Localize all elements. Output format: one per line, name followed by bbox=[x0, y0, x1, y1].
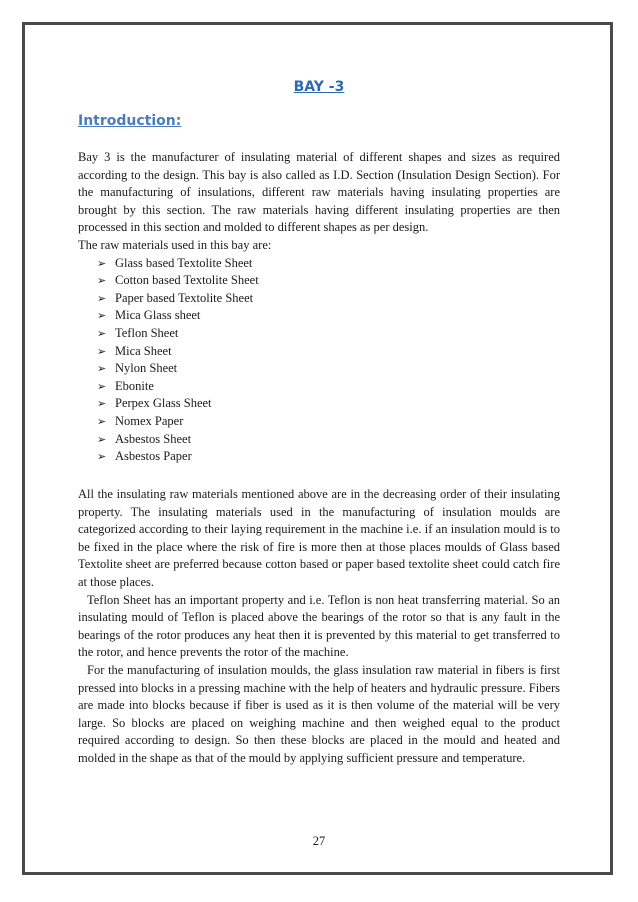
list-item: ➢ Teflon Sheet bbox=[97, 325, 560, 343]
page-title: BAY -3 bbox=[293, 79, 345, 95]
arrow-bullet-icon: ➢ bbox=[97, 274, 107, 288]
list-item: ➢ Asbestos Paper bbox=[97, 448, 560, 466]
materials-list bbox=[78, 255, 560, 466]
paragraph-teflon: Teflon Sheet has an important property and i.e. Teflon is non heat transferring material. So an insulating mould of Teflon is placed above the bearings of the rotor so that is any fault in the bearings of the rotor produces any heat then it is prevented by this material to get transferred to the rotor, and hence prevents the rotor of the machine. bbox=[78, 592, 560, 660]
list-item: ➢ Nylon Sheet bbox=[97, 360, 560, 378]
paragraph-insulating-order: All the insulating raw materials mentioned above are in the decreasing order of their insulating property. The insulating materials used in the manufacturing of insulation moulds are categorized according to their laying requirement in the machine i.e. if an insulation mould is to be fixed in the place where the risk of fire is more then at those places moulds of Glass based Textolite sheet are preferred because cotton based or paper based textolite sheet could catch fire at those places. bbox=[78, 487, 560, 589]
arrow-bullet-icon: ➢ bbox=[97, 450, 107, 464]
list-item: ➢ Cotton based Textolite Sheet bbox=[97, 272, 560, 290]
list-item: ➢ Mica Glass sheet bbox=[97, 307, 560, 325]
intro-paragraph: Bay 3 is the manufacturer of insulating material of different shapes and sizes as required according to the design. This bay is also called as I.D. Section (Insulation Design Section). For the manufacturing of insulations, different raw materials having insulating properties are brought by this section. The raw materials having different insulating properties are then processed in this section and molded to different shapes as per design. bbox=[78, 150, 560, 235]
list-item: ➢ Asbestos Sheet bbox=[97, 431, 560, 449]
arrow-bullet-icon: ➢ bbox=[97, 379, 107, 393]
arrow-bullet-icon: ➢ bbox=[97, 326, 107, 340]
arrow-bullet-icon: ➢ bbox=[97, 397, 107, 411]
arrow-bullet-icon: ➢ bbox=[97, 291, 107, 305]
arrow-bullet-icon: ➢ bbox=[97, 362, 107, 376]
list-item: ➢ Ebonite bbox=[97, 378, 560, 396]
list-item: ➢ Glass based Textolite Sheet bbox=[97, 255, 560, 273]
arrow-bullet-icon: ➢ bbox=[97, 309, 107, 323]
list-item: ➢ Nomex Paper bbox=[97, 413, 560, 431]
intro-section bbox=[78, 149, 560, 466]
list-item: ➢ Paper based Textolite Sheet bbox=[97, 290, 560, 308]
paragraph-manufacturing: For the manufacturing of insulation moulds, the glass insulation raw material in fibers is first pressed into blocks in a pressing machine with the help of heaters and hydraulic pressure. Fibers are made into blocks because if fiber is used as it is then volume of the material will be very large. So blocks are placed on weighing machine and then weighed equal to the product required according to design. So then these blocks are placed in the mould and heated and molded in the shape as that of the mould by applying sufficient pressure and temperature. bbox=[78, 662, 560, 765]
arrow-bullet-icon: ➢ bbox=[97, 414, 107, 428]
discussion-section bbox=[78, 486, 560, 768]
page-number: 27 bbox=[312, 834, 326, 848]
arrow-bullet-icon: ➢ bbox=[97, 256, 107, 270]
list-item: ➢ Mica Sheet bbox=[97, 343, 560, 361]
arrow-bullet-icon: ➢ bbox=[97, 432, 107, 446]
section-heading: Introduction: bbox=[78, 113, 182, 129]
list-intro: The raw materials used in this bay are: bbox=[78, 237, 272, 252]
arrow-bullet-icon: ➢ bbox=[97, 344, 107, 358]
list-item: ➢ Perpex Glass Sheet bbox=[97, 395, 560, 413]
